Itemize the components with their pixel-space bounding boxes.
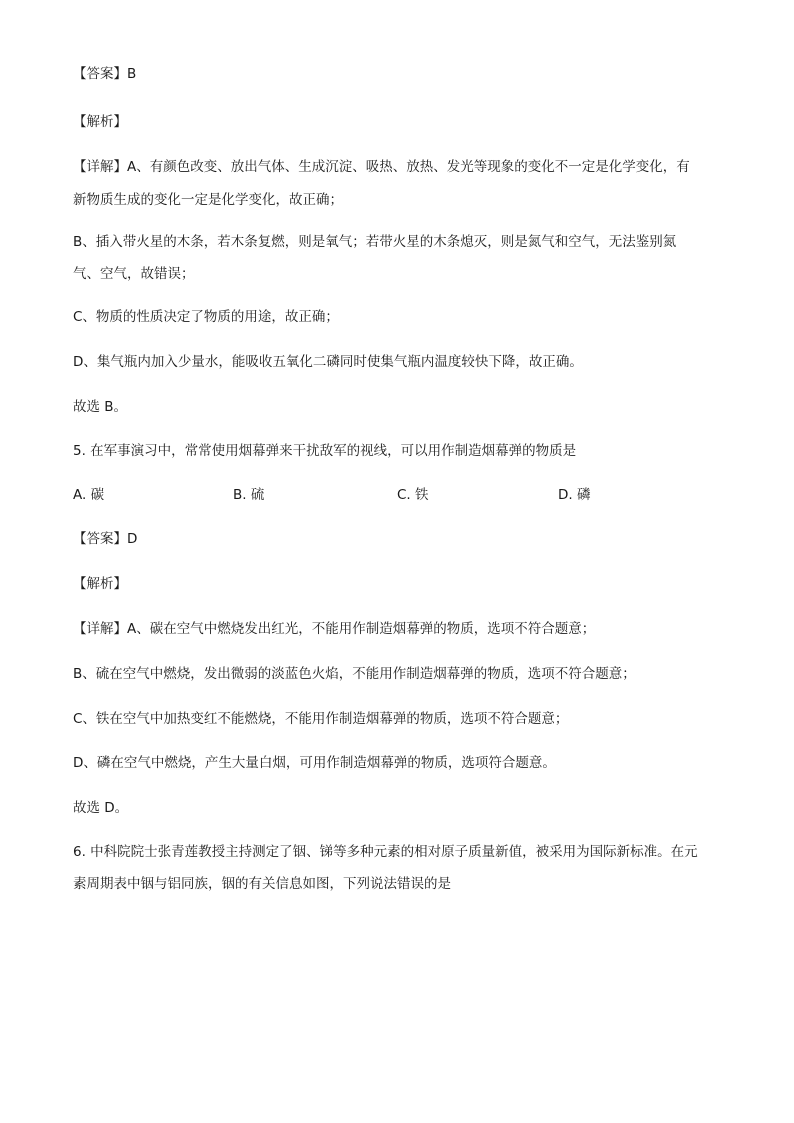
q5-stem: 5. 在军事演习中，常常使用烟幕弹来干扰敌军的视线，可以用作制造烟幕弹的物质是 xyxy=(73,443,577,459)
q5-option-a: A. 碳 xyxy=(73,487,105,503)
q5-detail-b: B、硫在空气中燃烧，发出微弱的淡蓝色火焰，不能用作制造烟幕弹的物质，选项不符合题意； xyxy=(73,666,636,682)
q6-stem-line1: 6. 中科院院士张青莲教授主持测定了铟、锑等多种元素的相对原子质量新值，被采用为国际新标准。在元 xyxy=(73,844,698,860)
answer-value: D xyxy=(127,531,138,547)
q4-detail-b-line1: B、插入带火星的木条，若木条复燃，则是氧气；若带火星的木条熄灭，则是氮气和空气，无法鉴别氮 xyxy=(73,234,677,250)
q5-analysis-tag: 【解析】 xyxy=(73,576,127,592)
detail-tag: 【详解】 xyxy=(73,159,127,175)
q5-detail-a xyxy=(73,619,595,639)
q5-detail-c: C、铁在空气中加热变红不能燃烧，不能用作制造烟幕弹的物质，选项不符合题意； xyxy=(73,711,569,727)
q6-stem-line2: 素周期表中铟与铝同族，铟的有关信息如图，下列说法错误的是 xyxy=(73,876,451,892)
q4-detail-a-line2: 新物质生成的变化一定是化学变化，故正确； xyxy=(73,192,343,208)
q5-detail-d: D、磷在空气中燃烧，产生大量白烟，可用作制造烟幕弹的物质，选项符合题意。 xyxy=(73,755,556,771)
q5-answer xyxy=(73,529,137,549)
detail-tag: 【详解】 xyxy=(73,621,127,637)
answer-tag: 【答案】 xyxy=(73,66,127,82)
q4-conclusion: 故选 B。 xyxy=(73,399,128,415)
q5-option-d: D. 磷 xyxy=(558,487,591,503)
q4-analysis-tag: 【解析】 xyxy=(73,114,127,130)
detail-a-text: A、碳在空气中燃烧发出红光，不能用作制造烟幕弹的物质，选项不符合题意； xyxy=(127,621,596,637)
q4-answer xyxy=(73,64,136,84)
q4-detail-c: C、物质的性质决定了物质的用途，故正确； xyxy=(73,309,339,325)
detail-a-text: A、有颜色改变、放出气体、生成沉淀、吸热、放热、发光等现象的变化不一定是化学变化，有 xyxy=(127,159,690,175)
answer-value: B xyxy=(127,66,137,82)
q5-option-b: B. 硫 xyxy=(233,487,265,503)
answer-tag: 【答案】 xyxy=(73,531,127,547)
q5-option-c: C. 铁 xyxy=(397,487,429,503)
q5-conclusion: 故选 D。 xyxy=(73,800,129,816)
q4-detail-a-line1 xyxy=(73,157,690,177)
q4-detail-d: D、集气瓶内加入少量水，能吸收五氧化二磷同时使集气瓶内温度较快下降，故正确。 xyxy=(73,354,583,370)
q4-detail-b-line2: 气、空气，故错误； xyxy=(73,266,195,282)
